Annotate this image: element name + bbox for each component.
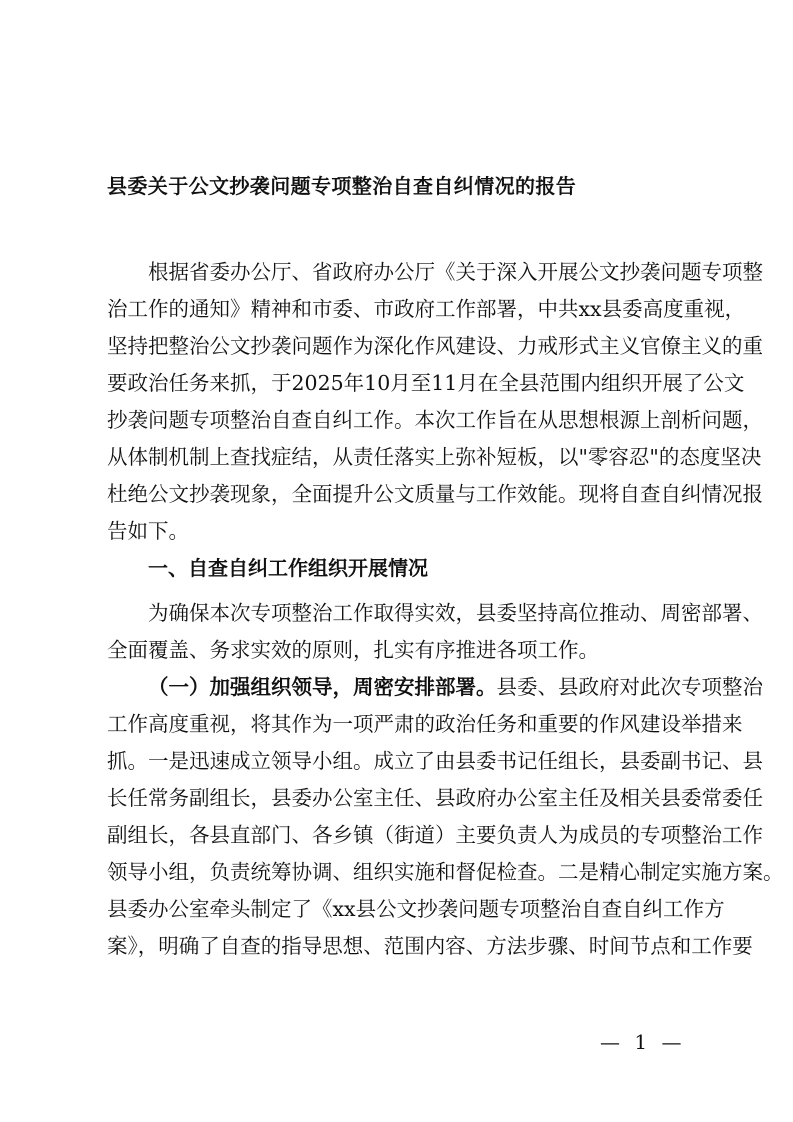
paragraph-line: 为确保本次专项整治工作取得实效，县委坚持高位推动、周密部署、 xyxy=(148,601,763,625)
document-title: 县委关于公文抄袭问题专项整治自查自纠情况的报告 xyxy=(107,174,577,198)
document-body xyxy=(107,254,784,965)
paragraph-line: 抄袭问题专项整治自查自纠工作。本次工作旨在从思想根源上剖析问题， xyxy=(107,408,763,432)
paragraph-line: 全面覆盖、务求实效的原则，扎实有序推进各项工作。 xyxy=(107,638,599,662)
paragraph-line: 根据省委办公厅、省政府办公厅《关于深入开展公文抄袭问题专项整 xyxy=(148,260,763,284)
intro-paragraph xyxy=(107,254,763,550)
paragraph-line: 杜绝公文抄袭现象，全面提升公文质量与工作效能。现将自查自纠情况报 xyxy=(107,482,763,506)
paragraph-line: 抓。一是迅速成立领导小组。成立了由县委书记任组长，县委副书记、县 xyxy=(107,749,763,773)
paragraph-line: 坚持把整治公文抄袭问题作为深化作风建设、力戒形式主义官僚主义的重 xyxy=(107,334,763,358)
paragraph-line: 副组长，各县直部门、各乡镇（街道）主要负责人为成员的专项整治工作 xyxy=(107,823,763,847)
paragraph-line xyxy=(107,669,763,706)
page-number: — 1 — xyxy=(600,1030,686,1054)
subsection-heading: （一）加强组织领导，周密安排部署。 xyxy=(148,675,497,699)
paragraph-line: 长任常务副组长，县委办公室主任、县政府办公室主任及相关县委常委任 xyxy=(107,786,763,810)
section-heading: 一、自查自纠工作组织开展情况 xyxy=(148,556,428,580)
paragraph-line: 工作高度重视，将其作为一项严肃的政治任务和重要的作风建设举措来 xyxy=(107,712,743,736)
paragraph-line: 治工作的通知》精神和市委、市政府工作部署，中共xx县委高度重视， xyxy=(107,297,746,321)
paragraph-line: 领导小组，负责统筹协调、组织实施和督促检查。二是精心制定实施方案。 xyxy=(107,860,784,884)
paragraph-text: 县委、县政府对此次专项整治 xyxy=(496,675,763,699)
paragraph-line: 案》，明确了自查的指导思想、范围内容、方法步骤、时间节点和工作要 xyxy=(107,934,753,958)
paragraph-line: 县委办公室牵头制定了《xx县公文抄袭问题专项整治自查自纠工作方 xyxy=(107,897,725,921)
paragraph-line: 要政治任务来抓，于2025年10月至11月在全县范围内组织开展了公文 xyxy=(107,371,745,395)
paragraph-line: 从体制机制上查找症结，从责任落实上弥补短板，以"零容忍"的态度坚决 xyxy=(107,445,762,469)
subsection-paragraph xyxy=(107,669,784,965)
section-intro-paragraph xyxy=(107,595,763,669)
paragraph-line: 告如下。 xyxy=(107,519,189,543)
